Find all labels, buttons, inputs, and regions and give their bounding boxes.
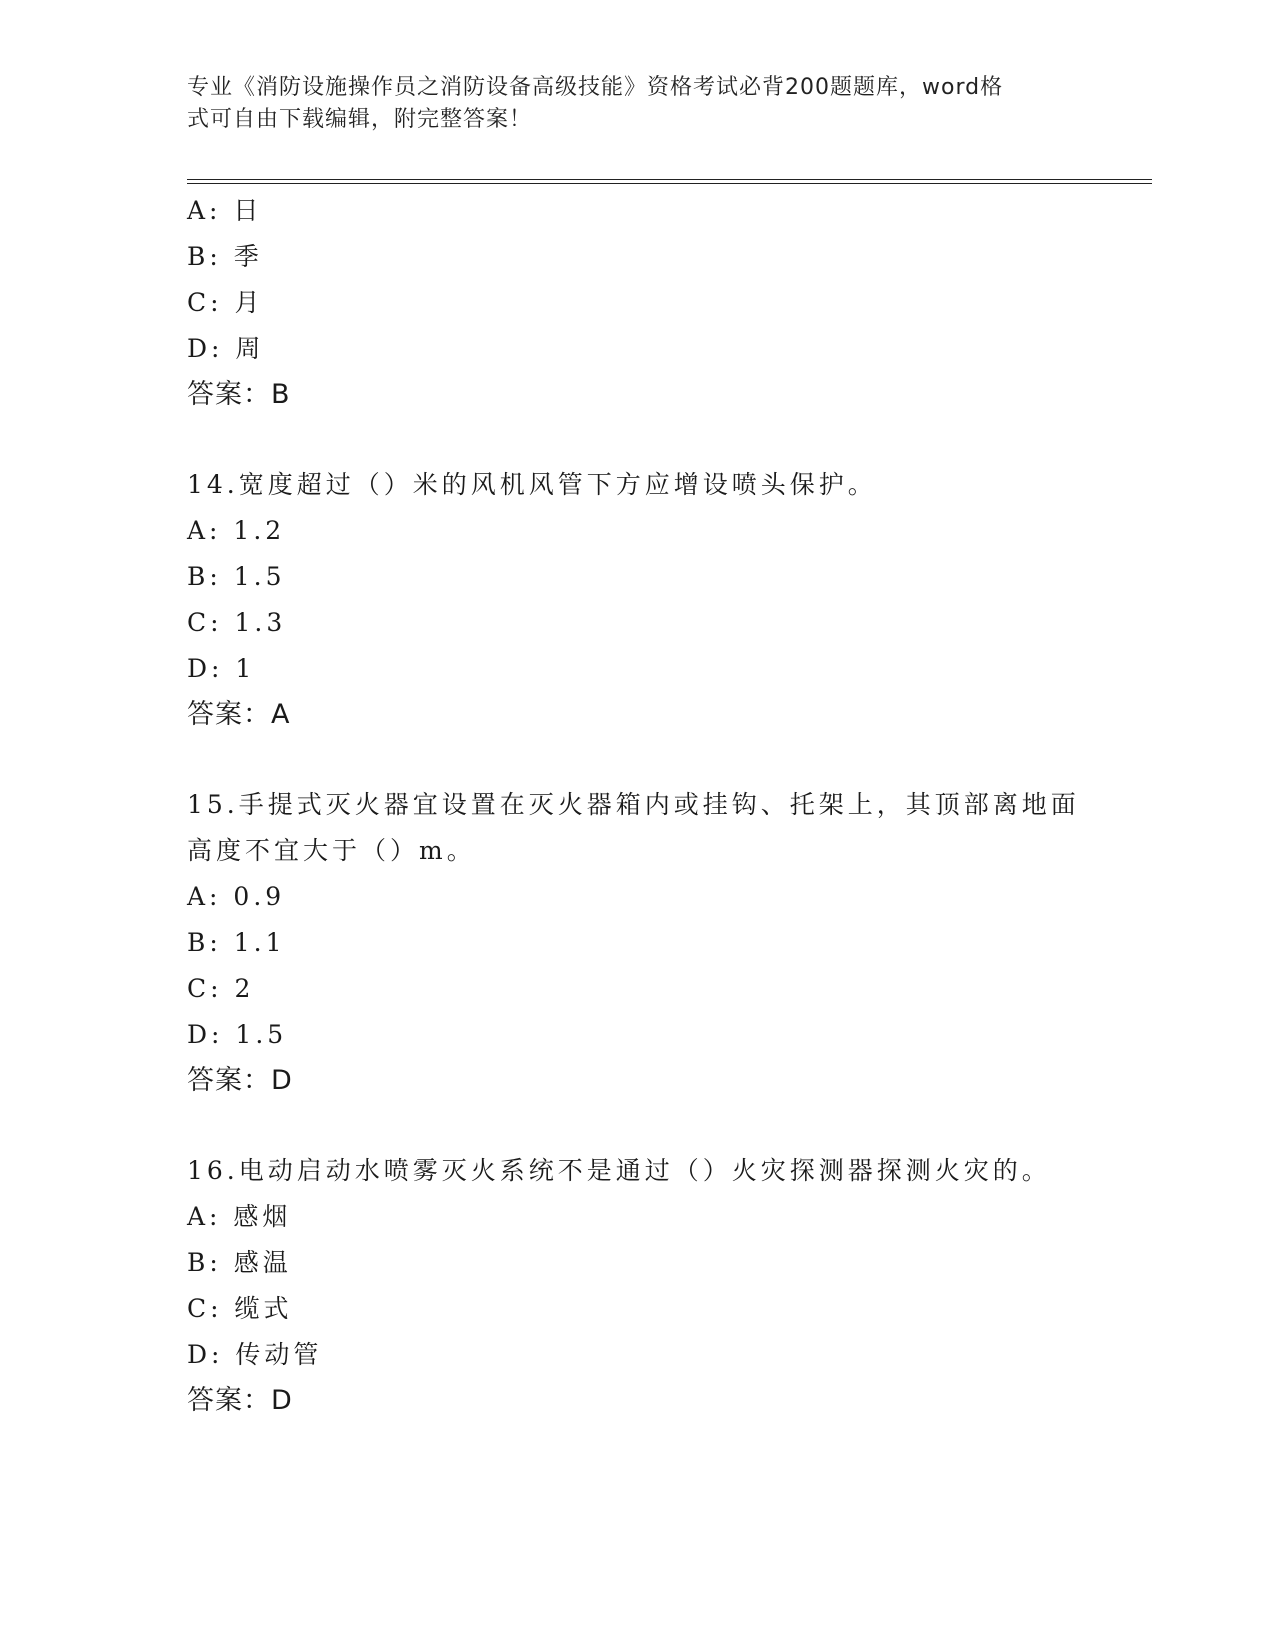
option-c: C: 1.3 <box>187 608 287 637</box>
document-header <box>187 72 1077 136</box>
question-text-line-2: 高度不宜大于（）m。 <box>187 836 476 865</box>
answer: 答案：D <box>187 1385 293 1416</box>
option-c: C: 月 <box>187 288 264 317</box>
header-divider-top <box>187 179 1152 180</box>
option-a: A: 1.2 <box>187 516 286 545</box>
option-a: A: 日 <box>187 196 263 225</box>
option-d: D: 1 <box>187 654 256 683</box>
question-15 <box>187 782 1087 1104</box>
question-13 <box>187 188 1087 418</box>
option-d: D: 1.5 <box>187 1020 288 1049</box>
option-c: C: 缆式 <box>187 1294 293 1323</box>
question-16 <box>187 1148 1087 1424</box>
question-text: 16.电动启动水喷雾灭火系统不是通过（）火灾探测器探测火灾的。 <box>187 1156 1051 1185</box>
option-b: B: 季 <box>187 242 263 271</box>
header-divider-bottom <box>187 183 1152 184</box>
option-b: B: 1.5 <box>187 562 286 591</box>
option-a: A: 0.9 <box>187 882 286 911</box>
option-d: D: 周 <box>187 334 265 363</box>
question-text: 14.宽度超过（）米的风机风管下方应增设喷头保护。 <box>187 470 877 499</box>
question-text-line-1: 15.手提式灭火器宜设置在灭火器箱内或挂钩、托架上，其顶部离地面 <box>187 790 1080 819</box>
answer: 答案：B <box>187 379 291 410</box>
header-line-2: 式可自由下载编辑，附完整答案！ <box>187 107 533 132</box>
option-d: D: 传动管 <box>187 1340 323 1369</box>
answer: 答案：A <box>187 699 291 730</box>
answer: 答案：D <box>187 1065 293 1096</box>
option-b: B: 1.1 <box>187 928 286 957</box>
option-b: B: 感温 <box>187 1248 292 1277</box>
header-line-1: 专业《消防设施操作员之消防设备高级技能》资格考试必背200题题库，word格 <box>187 75 1004 100</box>
option-c: C: 2 <box>187 974 255 1003</box>
question-14 <box>187 462 1087 738</box>
option-a: A: 感烟 <box>187 1202 292 1231</box>
question-list <box>187 188 1087 1424</box>
